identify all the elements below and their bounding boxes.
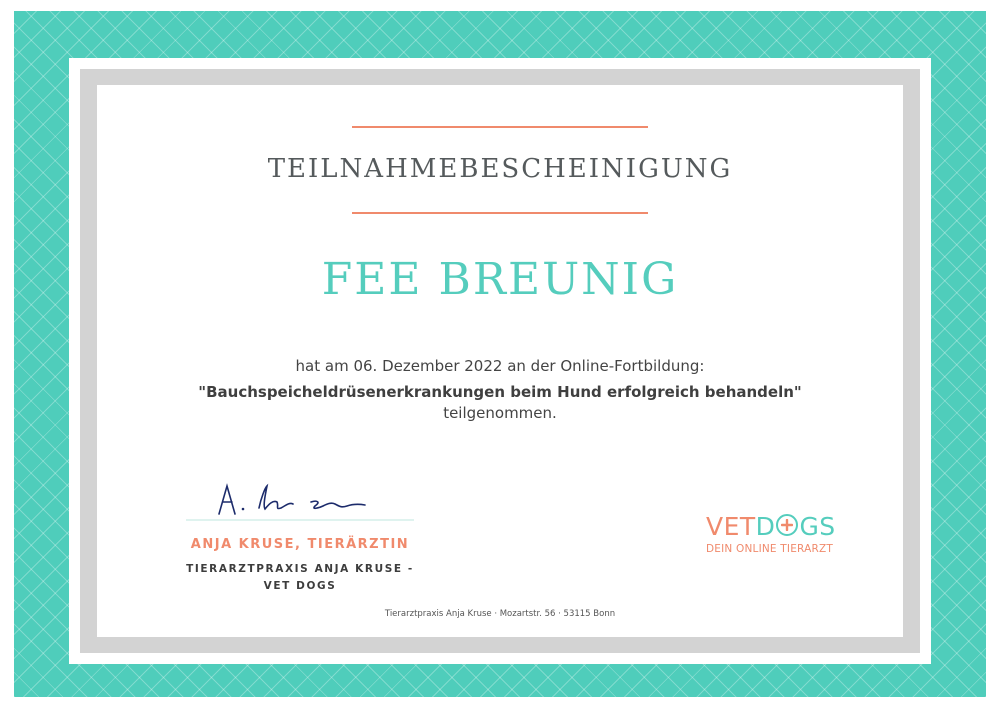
vetdogs-logo (706, 513, 846, 555)
plus-circle-icon (776, 514, 798, 536)
title-rule-bottom (352, 212, 648, 214)
logo-word-gs: GS (799, 512, 836, 541)
logo-wordmark (706, 513, 846, 541)
title-rule-top (352, 126, 648, 128)
signer-name: ANJA KRUSE, TIERÄRZTIN (190, 537, 410, 552)
course-title: "Bauchspeicheldrüsenerkrankungen beim Hund erfolgreich behandeln" (198, 383, 802, 401)
body-text-date: hat am 06. Dezember 2022 an der Online-Fortbildung: (295, 357, 705, 375)
logo-word-d: D (755, 512, 776, 541)
logo-word-vet: VET (706, 512, 756, 541)
handwritten-signature (215, 478, 385, 520)
certificate-title: TEILNAHMEBESCHEINIGUNG (267, 154, 733, 184)
practice-name (150, 561, 450, 595)
recipient-name: FEE BREUNIG (321, 254, 679, 305)
practice-line-2: VET DOGS (263, 580, 337, 592)
logo-tagline: DEIN ONLINE TIERARZT (706, 543, 834, 555)
practice-line-1: TIERARZTPRAXIS ANJA KRUSE - (186, 563, 414, 575)
footer-address: Tierarztpraxis Anja Kruse · Mozartstr. 56 · 53115 Bonn (384, 609, 616, 619)
body-text-closing: teilgenommen. (443, 404, 557, 422)
signature-line (186, 519, 414, 521)
